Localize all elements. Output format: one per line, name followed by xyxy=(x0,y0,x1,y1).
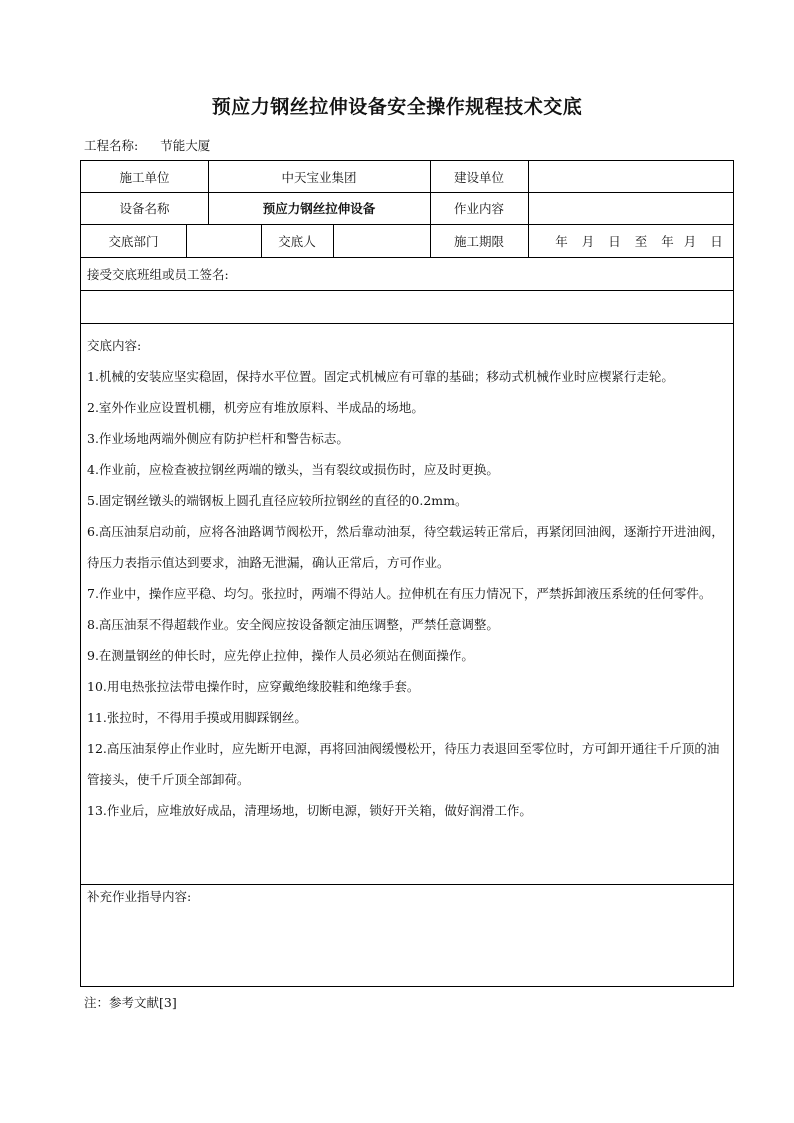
disclosure-form xyxy=(80,160,734,987)
content-item: 2.室外作业应设置机棚，机旁应有堆放原料、半成品的场地。 xyxy=(87,400,424,415)
content-item: 1.机械的安装应坚实稳固，保持水平位置。固定式机械应有可靠的基础；移动式机械作业时应楔紧行走轮。 xyxy=(87,369,674,384)
content-item: 10.用电热张拉法带电操作时，应穿戴绝缘胶鞋和绝缘手套。 xyxy=(87,679,420,694)
period-value[interactable] xyxy=(528,224,732,257)
disclosure-content xyxy=(81,324,733,826)
equipment-label: 设备名称 xyxy=(119,201,170,216)
content-item: 9.在测量钢丝的伸长时，应先停止拉伸，操作人员必须站在侧面操作。 xyxy=(87,648,474,663)
signature-area[interactable] xyxy=(81,290,732,323)
content-item: 13.作业后，应堆放好成品，清理场地，切断电源，锁好开关箱，做好润滑工作。 xyxy=(87,803,532,818)
content-heading: 交底内容: xyxy=(87,338,142,353)
equipment-value: 预应力钢丝拉伸设备 xyxy=(262,201,376,216)
content-item: 7.作业中，操作应平稳、均匀。张拉时，两端不得站人。拉伸机在有压力情况下，严禁拆卸液压系统的任何零件。 xyxy=(87,586,712,601)
content-item: 5.固定钢丝镦头的端钢板上圆孔直径应较所拉钢丝的直径的0.2mm。 xyxy=(87,493,468,508)
content-item: 6.高压油泵启动前，应将各油路调节阀松开，然后靠动油泵，待空载运转正常后，再紧闭回油阀，逐渐拧开进油阀，待压力表指示值达到要求，油路无泄漏，确认正常后，方可作业。 xyxy=(87,524,724,570)
document-title: 预应力钢丝拉伸设备安全操作规程技术交底 xyxy=(211,96,583,118)
project-line xyxy=(84,136,210,154)
supplement-label: 补充作业指导内容: xyxy=(87,889,192,904)
content-item: 8.高压油泵不得超载作业。安全阀应按设备额定油压调整，严禁任意调整。 xyxy=(87,617,499,632)
period-month-end: 月 xyxy=(683,233,697,249)
reference-note: 注：参考文献[3] xyxy=(84,995,177,1010)
project-name: 节能大厦 xyxy=(160,138,211,153)
period-month-start: 月 xyxy=(581,233,595,249)
content-item: 3.作业场地两端外侧应有防护栏杆和警告标志。 xyxy=(87,431,349,446)
project-label: 工程名称: xyxy=(84,138,139,153)
dept-label: 交底部门 xyxy=(108,233,159,249)
builder-label: 建设单位 xyxy=(453,169,504,185)
person-value[interactable] xyxy=(333,224,430,257)
content-item: 11.张拉时，不得用手摸或用脚踩钢丝。 xyxy=(87,710,307,725)
signature-label: 接受交底班组或员工签名: xyxy=(87,266,229,282)
period-year-start: 年 xyxy=(555,233,568,249)
period-year-end: 年 xyxy=(661,233,674,249)
construction-unit-value: 中天宝业集团 xyxy=(281,169,357,185)
period-label: 施工期限 xyxy=(453,233,504,249)
work-content-label: 作业内容 xyxy=(453,201,504,216)
period-day-start: 日 xyxy=(608,233,621,249)
builder-value[interactable] xyxy=(528,161,732,192)
content-item: 12.高压油泵停止作业时，应先断开电源，再将回油阀缓慢松开，待压力表退回至零位时，方可卸开通往千斤顶的油管接头，使千斤顶全部卸荷。 xyxy=(87,741,720,787)
dept-value[interactable] xyxy=(186,224,261,257)
content-item: 4.作业前，应检查被拉钢丝两端的镦头，当有裂纹或损伤时，应及时更换。 xyxy=(87,462,499,477)
period-to: 至 xyxy=(634,233,648,249)
work-content-value[interactable] xyxy=(528,192,732,224)
period-day-end: 日 xyxy=(710,233,723,249)
construction-unit-label: 施工单位 xyxy=(119,169,170,185)
person-label: 交底人 xyxy=(278,233,316,249)
